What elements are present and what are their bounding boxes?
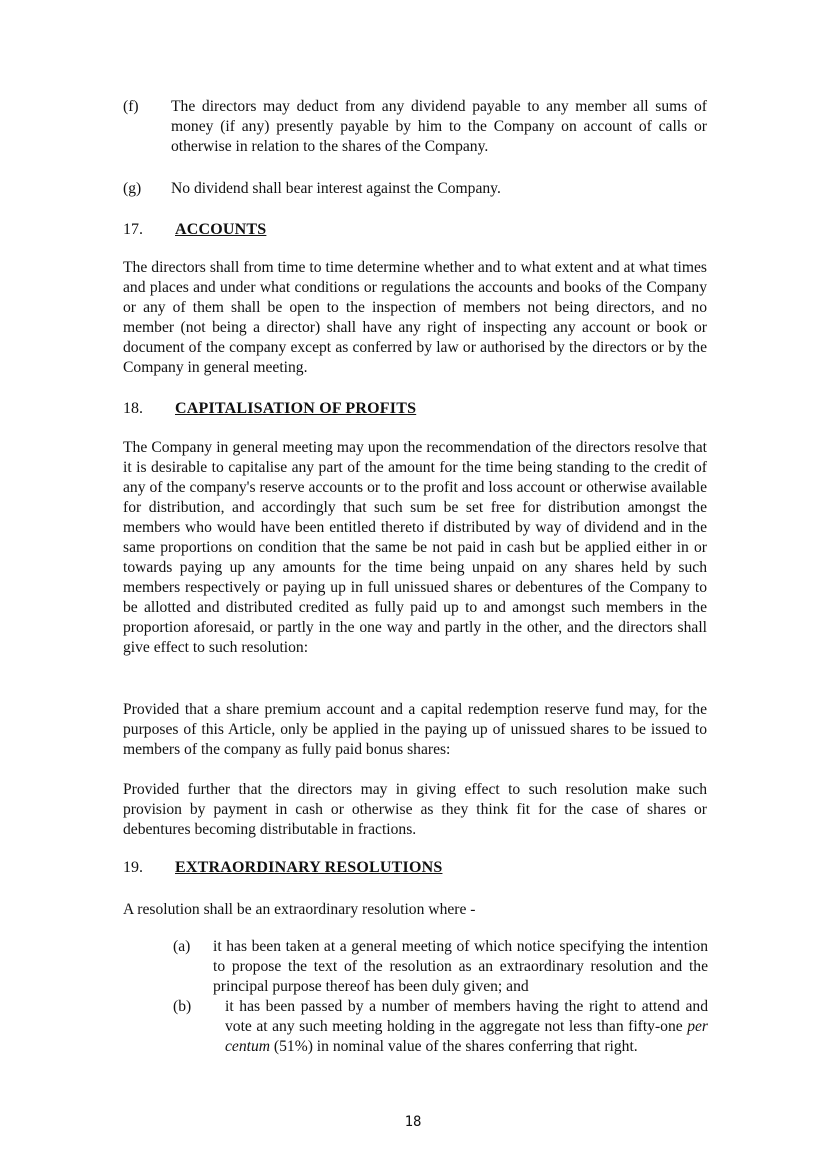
- clause-19-b-text-1: it has been passed by a number of members having the right to attend and vote at any such meeting holding in the aggregate not less than fifty-one: [225, 998, 708, 1035]
- clause-f-label: (f): [123, 98, 139, 115]
- section-19-intro: A resolution shall be an extraordinary resolution where -: [123, 901, 476, 918]
- section-18-heading: [123, 400, 416, 418]
- clause-19-b-label: (b): [173, 998, 192, 1015]
- clause-19-a: [173, 937, 708, 997]
- section-19-heading: [123, 859, 442, 877]
- clause-19-a-label: (a): [173, 938, 191, 955]
- section-19-title: EXTRAORDINARY RESOLUTIONS: [175, 859, 443, 876]
- section-17-heading: [123, 221, 266, 239]
- section-19-number: 19.: [123, 859, 143, 876]
- section-18-number: 18.: [123, 400, 143, 417]
- clause-g: [123, 179, 707, 199]
- clause-19-b-text-2: (51%) in nominal value of the shares conferring that right.: [270, 1038, 638, 1055]
- page-number: 18: [404, 1114, 422, 1130]
- clause-19-b: [173, 997, 708, 1057]
- section-17-number: 17.: [123, 221, 143, 238]
- section-18-body: The Company in general meeting may upon the recommendation of the directors resolve that it is desirable to capitalise any part of the amount for the time being standing to the credit of any of the company's reserve accounts or to the profit and loss account or otherwise available for distribution, and accordingly that such sum be set free for distribution amongst the members who would have been entitled thereto if distributed by way of dividend and in the same proportions on condition that the same be not paid in cash but be applied either in or towards paying up any amounts for the time being unpaid on any shares held by such members respectively or paying up in full unissued shares or debentures of the Company to be allotted and distributed credited as fully paid up to and amongst such members in the proportion aforesaid, or partly in the one way and partly in the other, and the directors shall give effect to such resolution:: [123, 439, 707, 656]
- clause-g-label: (g): [123, 180, 142, 197]
- clause-19-a-text: it has been taken at a general meeting of which notice specifying the intention to propose the text of the resolution as an extraordinary resolution and the principal purpose thereof has been duly given; and: [213, 938, 708, 995]
- section-17-title: ACCOUNTS: [175, 221, 267, 238]
- clause-f: [123, 97, 707, 157]
- section-18-title: CAPITALISATION OF PROFITS: [175, 400, 417, 417]
- clause-19-b-text: [225, 997, 708, 1057]
- section-18-proviso-2: Provided further that the directors may in giving effect to such resolution make such provision by payment in cash or otherwise as they think fit for the case of shares or debentures becoming distributable in fractions.: [123, 781, 707, 838]
- clause-f-text: The directors may deduct from any dividend payable to any member all sums of money (if any) presently payable by him to the Company on account of calls or otherwise in relation to the shares of the Company.: [171, 98, 707, 155]
- section-18-proviso-1: Provided that a share premium account and a capital redemption reserve fund may, for the purposes of this Article, only be applied in the paying up of unissued shares to be issued to members of the company as fully paid bonus shares:: [123, 701, 707, 758]
- section-17-body: The directors shall from time to time determine whether and to what extent and at what times and places and under what conditions or regulations the accounts and books of the Company or any of them shall be open to the inspection of members not being directors, and no member (not being a director) shall have any right of inspecting any account or book or document of the company except as conferred by law or authorised by the directors or by the Company in general meeting.: [123, 259, 707, 376]
- clause-g-text: No dividend shall bear interest against the Company.: [171, 180, 501, 197]
- clause-19-b-italic: per centum: [225, 1018, 708, 1055]
